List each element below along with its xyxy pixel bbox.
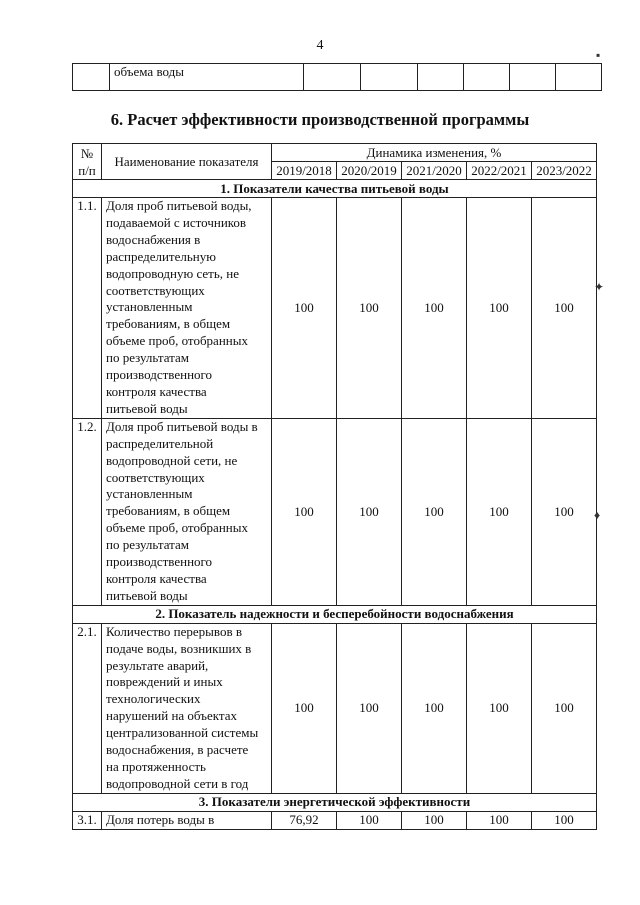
indicator-name: Доля проб питьевой воды в распределительной водопроводной сети, не соответствующих установленным требованиям, в общем объеме проб, отобранных по результатам производственного контроля качества питьевой воды — [102, 418, 272, 605]
table-row — [73, 418, 597, 605]
value-cell: 100 — [402, 811, 467, 829]
value-cell: 100 — [272, 418, 337, 605]
value-cell: 100 — [272, 623, 337, 793]
continued-row-number-cell — [73, 64, 110, 91]
value-cell: 100 — [467, 198, 532, 419]
row-number: 3.1. — [73, 811, 102, 829]
value-cell: 100 — [467, 811, 532, 829]
value-cell: 100 — [402, 418, 467, 605]
scan-speck: ✦ — [594, 280, 605, 294]
scan-speck: ♦ — [594, 508, 601, 522]
value-cell: 100 — [532, 418, 597, 605]
value-cell: 100 — [532, 811, 597, 829]
row-number: 1.2. — [73, 418, 102, 605]
header-year: 2019/2018 — [272, 162, 337, 180]
table-row — [73, 198, 597, 419]
continued-row-empty-cell — [304, 64, 361, 91]
continued-table-fragment — [72, 63, 602, 91]
continued-row-empty-cell — [418, 64, 464, 91]
value-cell: 100 — [337, 811, 402, 829]
continued-row-empty-cell — [510, 64, 556, 91]
table-row — [73, 623, 597, 793]
indicator-name: Доля проб питьевой воды, подаваемой с источников водоснабжения в распределительную водопроводную сеть, не соответствующих установленным требованиям, в общем объеме проб, отобранных по результатам производственного контроля качества питьевой воды — [102, 198, 272, 419]
continued-row-label: объема воды — [110, 64, 304, 91]
group-heading-energy: 3. Показатели энергетической эффективности — [73, 793, 597, 811]
group-heading-reliability: 2. Показатель надежности и бесперебойности водоснабжения — [73, 605, 597, 623]
header-year: 2023/2022 — [532, 162, 597, 180]
value-cell: 100 — [272, 198, 337, 419]
indicator-name: Доля потерь воды в — [102, 811, 272, 829]
row-number: 2.1. — [73, 623, 102, 793]
header-dynamics: Динамика изменения, % — [272, 144, 597, 162]
scan-speck: ▪ — [596, 48, 601, 62]
header-indicator-name: Наименование показателя — [102, 144, 272, 180]
value-cell: 76,92 — [272, 811, 337, 829]
group-heading-quality: 1. Показатели качества питьевой воды — [73, 180, 597, 198]
value-cell: 100 — [337, 623, 402, 793]
value-cell: 100 — [467, 418, 532, 605]
row-number: 1.1. — [73, 198, 102, 419]
value-cell: 100 — [337, 418, 402, 605]
value-cell: 100 — [467, 623, 532, 793]
table-row — [73, 811, 597, 829]
value-cell: 100 — [402, 198, 467, 419]
value-cell: 100 — [532, 198, 597, 419]
section-title: 6. Расчет эффективности производственной программы — [110, 110, 530, 129]
indicator-name: Количество перерывов в подаче воды, возникших в результате аварий, повреждений и иных технологических нарушений на объектах централизованной системы водоснабжения, в расчете на протяженность водопроводной сети в год — [102, 623, 272, 793]
efficiency-table — [72, 143, 597, 830]
continued-row-empty-cell — [464, 64, 510, 91]
header-number — [73, 144, 102, 180]
continued-row-empty-cell — [361, 64, 418, 91]
page-number: 4 — [316, 38, 324, 53]
value-cell: 100 — [337, 198, 402, 419]
value-cell: 100 — [532, 623, 597, 793]
header-number-line1: № — [80, 145, 94, 161]
continued-row-empty-cell — [556, 64, 602, 91]
header-number-line2: п/п — [78, 162, 96, 178]
header-year: 2022/2021 — [467, 162, 532, 180]
header-year: 2021/2020 — [402, 162, 467, 180]
header-year: 2020/2019 — [337, 162, 402, 180]
value-cell: 100 — [402, 623, 467, 793]
